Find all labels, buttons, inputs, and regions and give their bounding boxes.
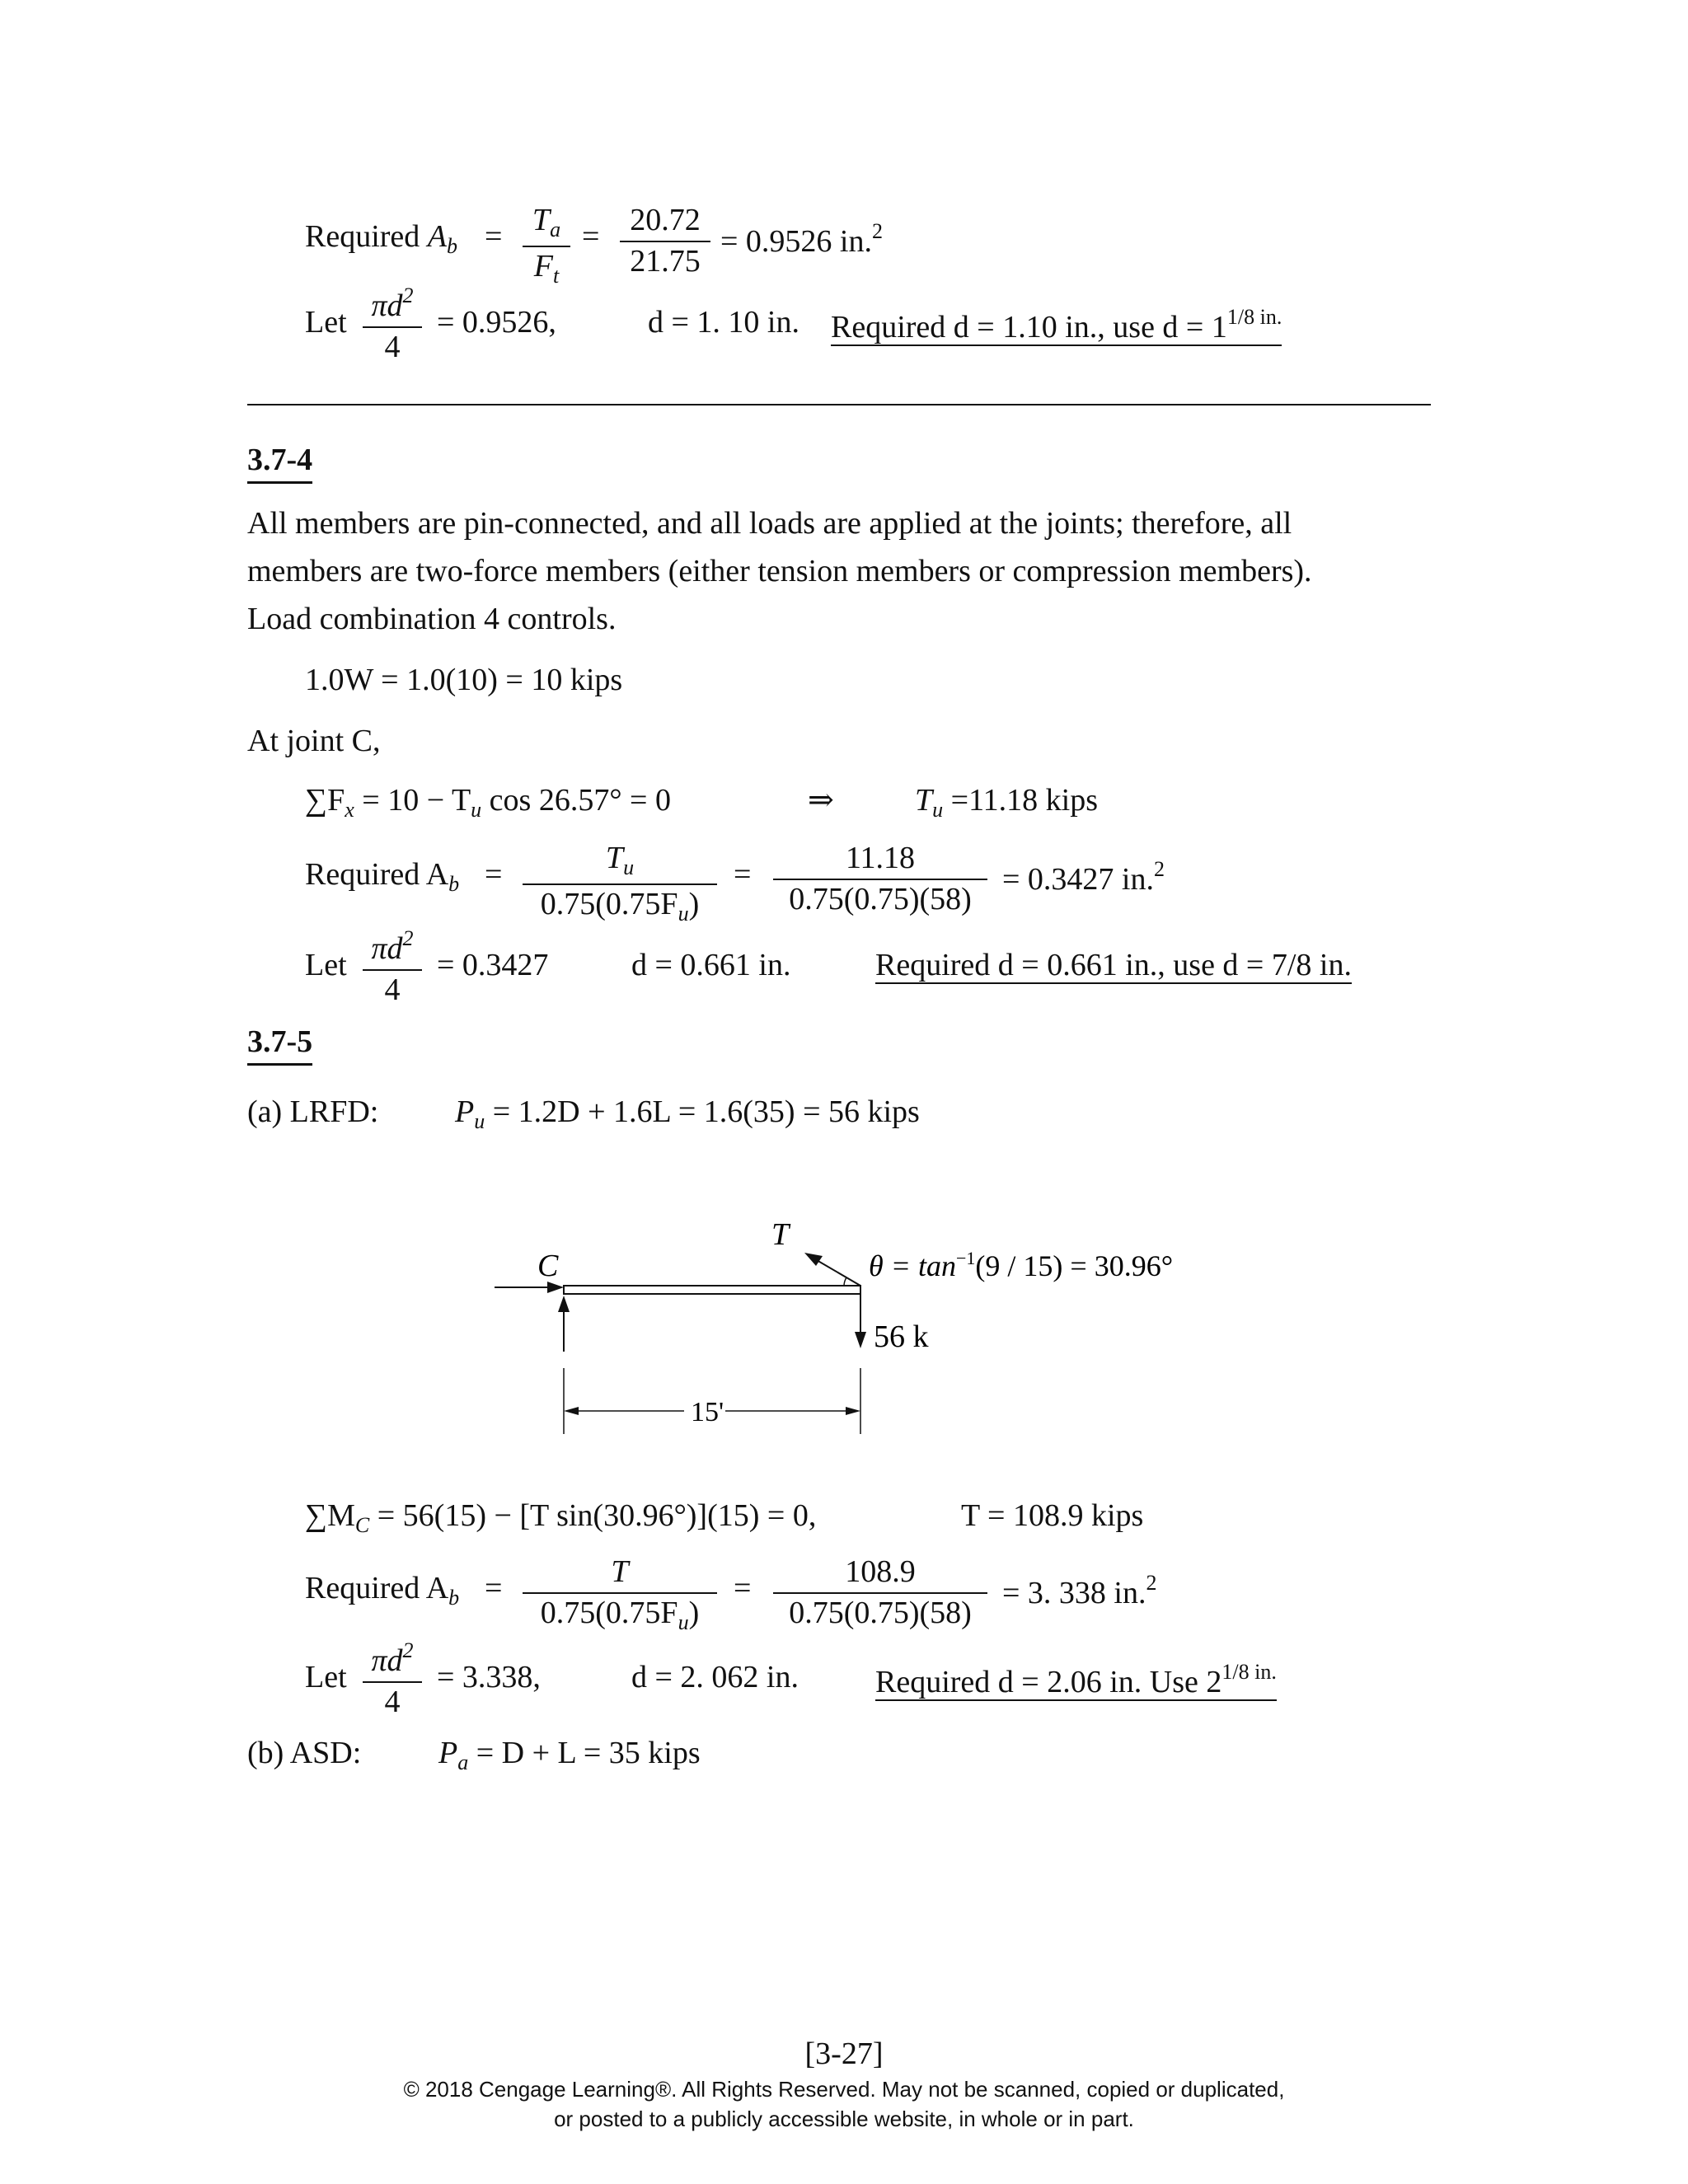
let-label-374: Let (305, 948, 347, 982)
t-fraction-375: T $0.75(0.75F_u)$ (523, 1556, 717, 1633)
lrfd-label: (a) LRFD: (247, 1094, 379, 1129)
req-ab-375: Required $A_b$ (305, 1571, 460, 1610)
d-equation: d = 1. 10 in. (648, 305, 799, 340)
label-t: T (771, 1217, 790, 1252)
required-d-374: Required d = 0.661 in., use d = 7/8 in. (875, 948, 1352, 982)
let-label: Let (305, 305, 347, 340)
value-fraction-374: 11.18 0.75(0.75)(58) (773, 842, 987, 915)
label-span: 15' (691, 1397, 724, 1427)
asd-label: (b) ASD: (247, 1736, 362, 1770)
ab-result-375: = 3. 338 in.$^2$ (1002, 1571, 1157, 1610)
ab-result-374: = 0.3427 in.$^2$ (1002, 857, 1165, 897)
equals-374-b: = (734, 857, 752, 892)
equals-375-b: = (734, 1571, 752, 1605)
label-load: 56 k (874, 1319, 929, 1354)
d-equation-375: d = 2. 062 in. (631, 1660, 799, 1694)
para-line-3: Load combination 4 controls. (247, 602, 617, 636)
para-line-1: All members are pin-connected, and all loads are applied at the joints; therefore, all (247, 506, 1292, 541)
angle-arc (844, 1277, 846, 1286)
value-fraction: 20.72 21.75 (620, 204, 710, 277)
label-theta: $\theta = \tan^{-1}(9 / 15) = 30.96^\circ$ (869, 1248, 1174, 1282)
sum-mc-equation: $\sum M_C = 56(15) - [T$ sin(30.96°)](15) = 0, (305, 1498, 817, 1537)
let-value-375: = 3.338, (437, 1660, 541, 1694)
page-number: [3-27] (804, 2036, 884, 2071)
t-result: T = 108.9 kips (961, 1498, 1144, 1533)
tu-fraction-374: $T_u$ $0.75(0.75F_u)$ (523, 842, 717, 925)
dimension-arrow-left (564, 1407, 579, 1415)
value-fraction-375: 108.9 0.75(0.75)(58) (773, 1556, 987, 1629)
ta-ft-fraction: $T_a$ $F_t$ (523, 204, 570, 287)
heading-3-7-5: 3.7-5 (247, 1024, 312, 1066)
copyright-line-2: or posted to a publicly accessible website, in whole or in part. (554, 2107, 1134, 2131)
required-d-underlined: Required d = 1.10 in., use $d = 1^{1/8 in.}$ (831, 305, 1282, 344)
copyright-line-1: © 2018 Cengage Learning®. All Rights Reserved. May not be scanned, copied or duplicated, (403, 2077, 1285, 2102)
let-value: = 0.9526, (437, 305, 556, 340)
dimension-arrow-right (846, 1407, 860, 1415)
required-d-375: Required d = 2.06 in. Use $2^{1/8 in.}$ (875, 1660, 1277, 1699)
pa-equation: $P_a = D + L = 35$ kips (438, 1736, 701, 1774)
vertical-reaction-arrowhead (558, 1296, 570, 1312)
joint-c-label: At joint C, (247, 724, 381, 758)
implies-arrow: ⇒ (808, 783, 834, 818)
tension-arrowhead (804, 1253, 823, 1266)
pi-d2-fraction-375: $\pi d^2$ 4 (363, 1640, 422, 1718)
sum-fx-equation: $\sum F_x = 10 - T_u$ cos 26.57° = 0 (305, 783, 671, 822)
heading-3-7-4: 3.7-4 (247, 442, 312, 484)
wind-load-equation: 1.0W = 1.0(10) = 10 kips (305, 663, 623, 697)
let-label-375: Let (305, 1660, 347, 1694)
pi-d2-fraction-374: $\pi d^2$ 4 (363, 928, 422, 1005)
d-equation-374: d = 0.661 in. (631, 948, 791, 982)
label-c: C (537, 1249, 559, 1283)
tu-result: $T_u =11.18$ kips (915, 783, 1099, 822)
equals-375-a: = (485, 1571, 503, 1605)
pu-equation: $P_u = 1.2D + 1.6L = 1.6(35) = 56$ kips (455, 1094, 920, 1133)
section-divider (247, 404, 1431, 405)
beam (564, 1286, 860, 1294)
load-arrowhead (855, 1332, 866, 1348)
pi-d2-fraction: $\pi d^2$ 4 (363, 285, 422, 363)
req-ab-374: Required $A_b$ (305, 857, 460, 896)
para-line-2: members are two-force members (either tension members or compression members). (247, 554, 1312, 588)
ab-result: = 0.9526 in.$^2$ (720, 219, 883, 259)
let-value-374: = 0.3427 (437, 948, 549, 982)
equals-2: = (582, 219, 600, 254)
equals-1: = (485, 219, 503, 254)
free-body-diagram (478, 1212, 1220, 1451)
horizontal-reaction-arrowhead (547, 1282, 564, 1293)
equals-374-a: = (485, 857, 503, 892)
req-ab-line: Required $A_b$ (305, 219, 458, 258)
